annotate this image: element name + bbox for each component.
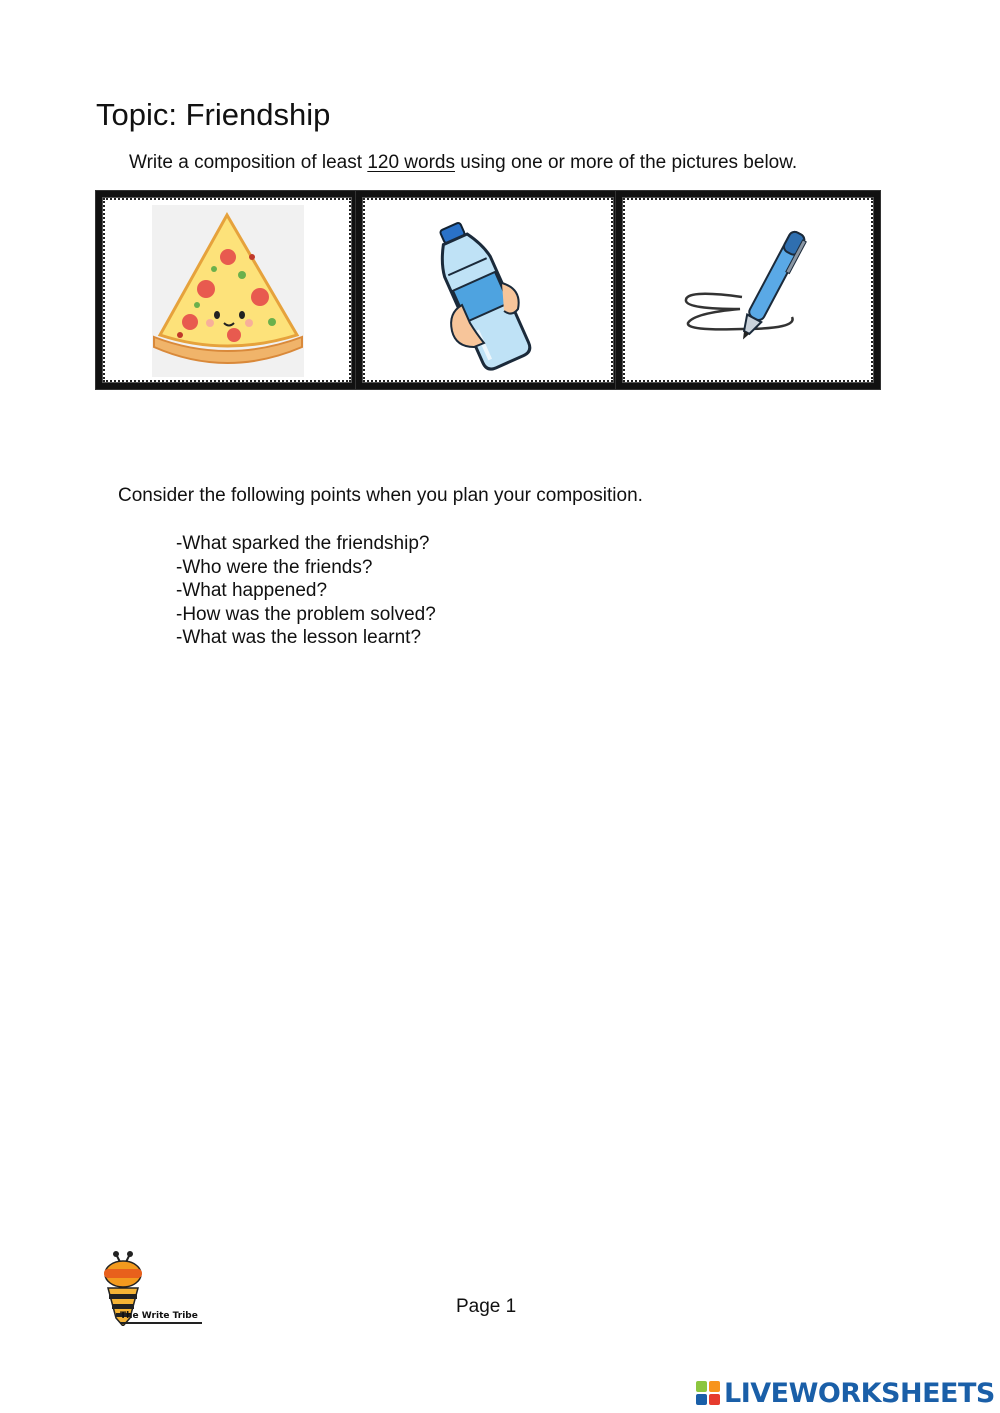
consider-text: Consider the following points when you plan your composition.: [118, 485, 643, 506]
picture-strip: [96, 191, 880, 389]
instruction-before: Write a composition of least: [129, 152, 368, 173]
picture-panel-pizza: [96, 191, 358, 389]
pizza-slice-icon: [102, 197, 352, 383]
page-number: Page 1: [456, 1296, 517, 1317]
instruction-after: using one or more of the pictures below.: [454, 152, 798, 173]
list-item: -What happened?: [176, 580, 328, 601]
liveworksheets-logo-icon: [696, 1381, 720, 1405]
list-item: -What sparked the friendship?: [176, 533, 430, 554]
picture-panel-bottle: [356, 191, 620, 389]
water-bottle-icon: [362, 197, 614, 383]
pen-icon: [622, 197, 874, 383]
page-title: Topic: Friendship: [96, 97, 331, 132]
list-item: -Who were the friends?: [176, 556, 373, 578]
logo-text: The Write Tribe: [120, 1311, 202, 1324]
guiding-points-list: [176, 532, 436, 650]
list-item: -What was the lesson learnt?: [176, 627, 422, 648]
instruction-text: [129, 151, 797, 175]
instruction-word-count: 120 words: [367, 152, 455, 173]
list-item: -How was the problem solved?: [176, 603, 436, 625]
watermark-text: LIVEWORKSHEETS: [724, 1377, 995, 1409]
liveworksheets-watermark: [696, 1377, 995, 1409]
picture-panel-pen: [616, 191, 880, 389]
